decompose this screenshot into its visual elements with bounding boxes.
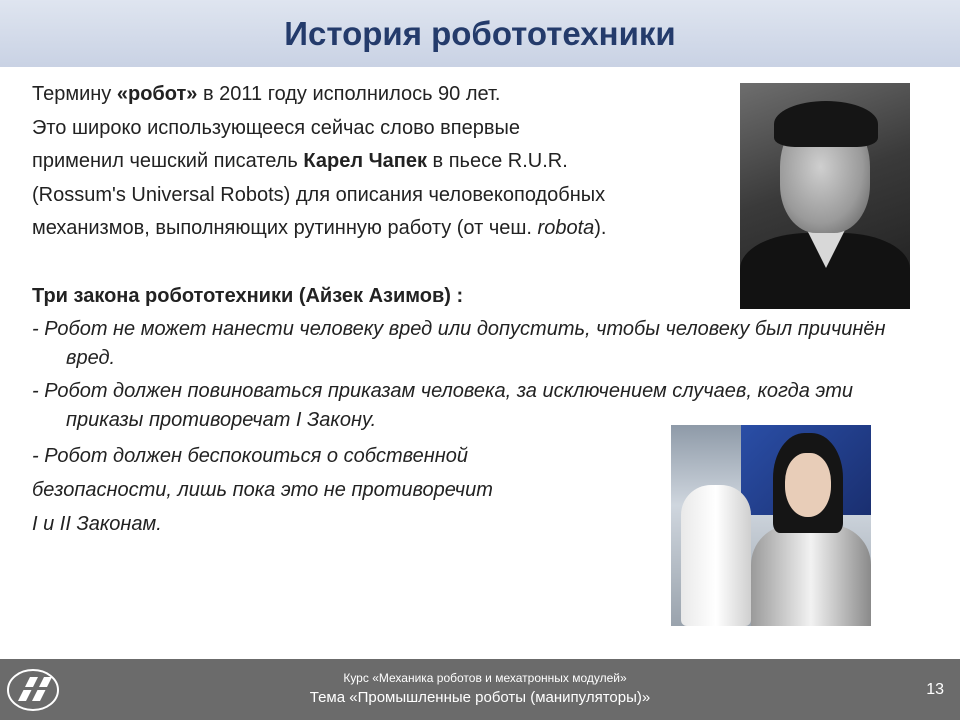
law-3-line-3: I и II Законам.: [32, 513, 162, 535]
intro-line-5-start: механизмов, выполняющих рутинную работу (от чеш.: [32, 217, 538, 239]
intro-line-2: Это широко использующееся сейчас слово впервые: [32, 116, 521, 139]
intro-line-4: (Rossum's Universal Robots) для описания человекоподобных: [32, 183, 606, 206]
term-robot: «робот»: [116, 83, 198, 105]
intro-line-1-end: в 2011 году исполнилось 90 лет.: [197, 83, 501, 105]
intro-line-1-start: Термину: [32, 83, 117, 105]
intro-line-5-end: ).: [594, 217, 607, 239]
intro-line-3: [32, 145, 732, 179]
portrait-photo: [740, 83, 910, 309]
law-3-line-1: - Робот должен беспокоиться о собственной: [32, 445, 468, 467]
law-2: - Робот должен повиноваться приказам человека, за исключением случаев, когда эти приказы противоречат I Закону.: [32, 380, 853, 431]
author-name: Карел Чапек: [303, 150, 427, 172]
footer-topic: Тема «Промышленные роботы (манипуляторы)»: [309, 689, 651, 706]
humanoid-robot: [681, 485, 751, 626]
android-face: [785, 453, 831, 517]
intro-line-1: [32, 78, 732, 112]
law-1: - Робот не может нанести человеку вред или допустить, чтобы человеку был причинён вред.: [32, 318, 886, 369]
intro-text: [32, 78, 732, 246]
intro-line-5: [32, 212, 732, 246]
page-number: 13: [926, 681, 944, 698]
robots-photo: [671, 425, 871, 626]
android-body: [751, 525, 871, 626]
portrait-hair: [774, 101, 878, 147]
footer-course: Курс «Механика роботов и мехатронных модулей»: [343, 671, 627, 685]
footer-bar: [0, 659, 960, 720]
title-bar: [0, 0, 960, 67]
slide-title: История робототехники: [284, 14, 676, 52]
czech-word: robota: [537, 217, 595, 239]
law-3-line-2: безопасности, лишь пока это не противоречит: [32, 479, 493, 501]
intro-line-3-end: в пьесе R.U.R.: [426, 150, 568, 172]
intro-line-3-start: применил чешский писатель: [32, 150, 304, 172]
laws-heading: Три закона робототехники (Айзек Азимов) :: [32, 285, 464, 307]
